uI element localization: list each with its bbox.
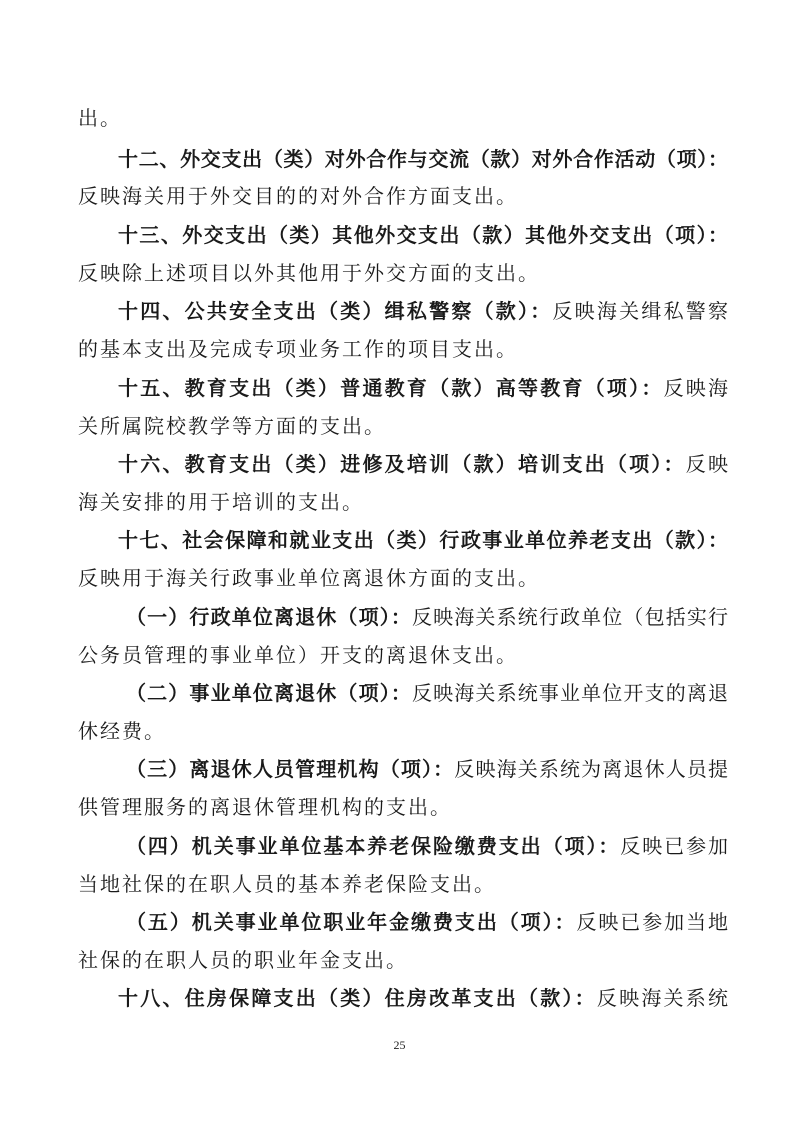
subsection-heading-line [126,597,728,637]
text-line [78,940,728,980]
text-line [78,711,728,751]
paragraph-text: 出。 [78,106,122,130]
section-heading: 十四、公共安全支出（类）缉私警察（款）： [118,299,553,323]
subsection-heading-line [126,749,728,789]
section-description: 反映海 [663,376,728,400]
subsection-heading: （一）行政单位离退休（项）： [126,605,412,629]
page-number: 25 [393,1038,406,1052]
text-line [78,406,728,446]
paragraph-text: 关所属院校教学等方面的支出。 [78,414,386,438]
text-line [78,864,728,904]
subsection-heading: （二）事业单位离退休（项）： [126,681,412,705]
section-heading: 十五、教育支出（类）普通教育（款）高等教育（项）： [118,376,664,400]
section-heading-line [118,291,728,331]
subsection-heading-line [126,826,728,866]
text-line [78,482,728,522]
section-heading-line [118,520,728,560]
paragraph-text: 休经费。 [78,719,166,743]
section-description: 反映海关缉私警察 [552,299,728,323]
section-heading-line [118,978,728,1018]
subsection-description: 反映海关系统行政单位（包括实行 [412,605,728,629]
subsection-description: 反映海关系统事业单位开支的离退 [412,681,728,705]
subsection-heading: （五）机关事业单位职业年金缴费支出（项）： [126,910,577,934]
paragraph-text: 反映用于海关行政事业单位离退休方面的支出。 [78,566,540,590]
paragraph-text: 社保的在职人员的职业年金支出。 [78,948,408,972]
paragraph-text: 海关安排的用于培训的支出。 [78,490,364,514]
paragraph-text: 反映除上述项目以外其他用于外交方面的支出。 [78,261,540,285]
section-heading: 十七、社会保障和就业支出（类）行政事业单位养老支出（款）： [118,528,728,552]
subsection-heading: （四）机关事业单位基本养老保险缴费支出（项）： [126,834,621,858]
paragraph-text: 反映海关用于外交目的的对外合作方面支出。 [78,184,518,208]
section-heading-line [118,139,728,179]
section-heading: 十六、教育支出（类）进修及培训（款）培训支出（项）： [118,452,686,476]
text-line [78,787,728,827]
section-heading-line [118,444,728,484]
text-line [78,329,728,369]
paragraph-text: 的基本支出及完成专项业务工作的项目支出。 [78,337,518,361]
section-heading: 十三、外交支出（类）其他外交支出（款）其他外交支出（项）： [118,223,728,247]
section-heading-line [118,215,728,255]
subsection-description: 反映海关系统为离退休人员提 [454,757,728,781]
text-line [78,253,728,293]
paragraph-text: 供管理服务的离退休管理机构的支出。 [78,795,452,819]
paragraph-text: 当地社保的在职人员的基本养老保险支出。 [78,872,496,896]
section-description: 反映海关系统 [596,986,728,1010]
section-heading-line [118,368,728,408]
text-line [78,635,728,675]
section-description: 反映 [685,452,728,476]
section-heading: 十八、住房保障支出（类）住房改革支出（款）： [118,986,597,1010]
text-line [78,176,728,216]
subsection-description: 反映已参加当地 [576,910,728,934]
subsection-description: 反映已参加 [620,834,728,858]
subsection-heading-line [126,902,728,942]
text-line [78,98,728,138]
subsection-heading-line [126,673,728,713]
paragraph-text: 公务员管理的事业单位）开支的离退休支出。 [78,643,518,667]
text-line [78,558,728,598]
subsection-heading: （三）离退休人员管理机构（项）： [126,757,455,781]
section-heading: 十二、外交支出（类）对外合作与交流（款）对外合作活动（项）： [118,147,728,171]
